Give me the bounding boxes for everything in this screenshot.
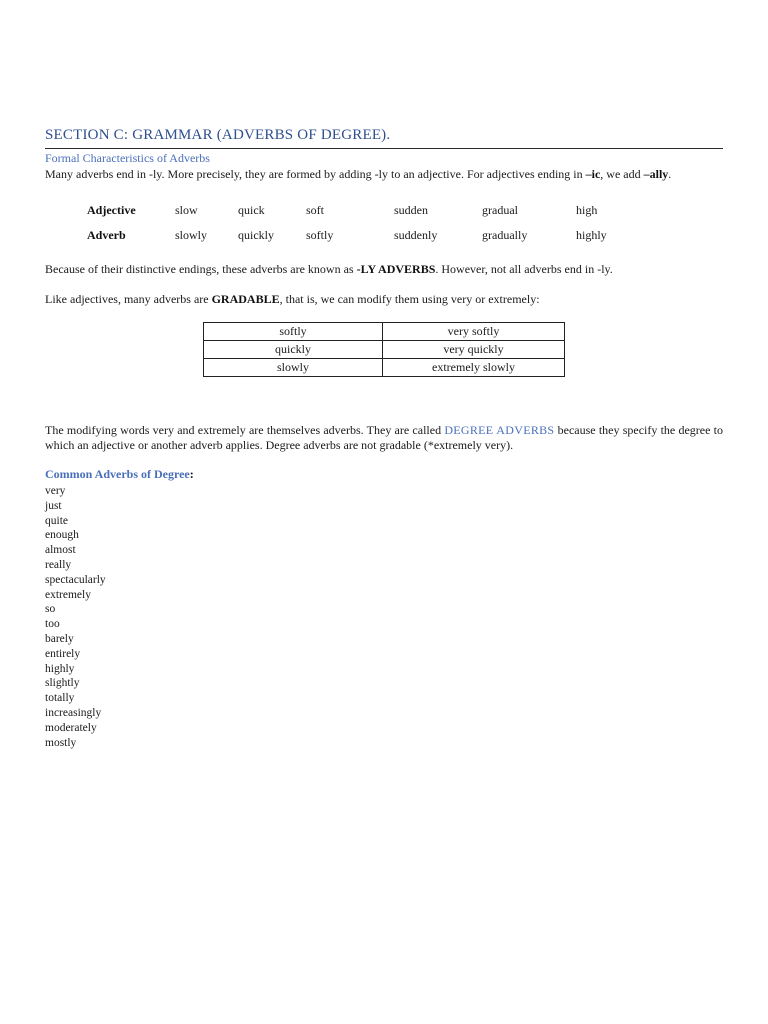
ly-adverbs-term: -LY ADVERBS [356, 262, 436, 276]
list-item: so [45, 603, 56, 616]
gradable-paragraph [45, 292, 540, 307]
list-item: just [45, 499, 62, 512]
formal-intro-end: . [668, 167, 672, 181]
list-item: too [45, 618, 60, 631]
table-cell: very softly [383, 323, 565, 341]
degree-text-pre: The modifying words very and extremely are themselves adverbs. They are called [45, 423, 445, 437]
list-item: almost [45, 544, 76, 557]
adjective-cell: sudden [394, 203, 428, 217]
formal-intro-mid: , we add [600, 167, 644, 181]
adjective-cell: slow [175, 203, 198, 217]
list-item: extremely [45, 588, 91, 601]
list-item: very [45, 485, 66, 497]
common-adverbs-heading-line [45, 467, 194, 482]
ly-text-pre: Because of their distinctive endings, these adverbs are known as [45, 262, 357, 276]
adverb-label: Adverb [87, 228, 126, 242]
list-item: slightly [45, 677, 80, 690]
degree-text-post: because they specify the degree to which an adjective or another adverb applies. Degree adverbs are not gradable (*extremely very). [45, 423, 724, 452]
ly-text-post: . However, not all adverbs end in -ly. [435, 262, 613, 276]
degree-adverbs-paragraph [45, 423, 723, 453]
adverb-cell: softly [306, 228, 334, 242]
list-item: increasingly [45, 706, 102, 719]
list-item: entirely [45, 647, 81, 660]
ly-adverbs-paragraph [45, 262, 613, 277]
table-cell: extremely slowly [383, 359, 565, 377]
adjective-cell: quick [238, 203, 265, 217]
adjective-cell: high [576, 203, 598, 217]
degree-adverbs-term: DEGREE ADVERBS [444, 423, 555, 437]
list-item: enough [45, 529, 79, 542]
adjective-label: Adjective [87, 203, 136, 217]
adverb-cell: gradually [482, 228, 528, 242]
list-item: quite [45, 514, 68, 527]
common-adverbs-list [45, 484, 106, 750]
gradable-text-post: , that is, we can modify them using very or extremely: [279, 292, 540, 306]
table-cell: quickly [204, 341, 383, 359]
list-item: really [45, 558, 72, 571]
adverb-cell: slowly [175, 228, 208, 242]
list-item: moderately [45, 721, 97, 734]
gradable-text-pre: Like adjectives, many adverbs are [45, 292, 212, 306]
ally-suffix: –ally [643, 167, 669, 181]
table-row [204, 341, 565, 359]
list-item: barely [45, 632, 74, 645]
list-item: spectacularly [45, 573, 106, 586]
ic-suffix: –ic [585, 167, 601, 181]
section-title: SECTION C: GRAMMAR (ADVERBS OF DEGREE). [45, 127, 723, 149]
gradable-table [203, 322, 565, 377]
adverb-cell: suddenly [394, 228, 438, 242]
formal-intro-text: Many adverbs end in -ly. More precisely, they are formed by adding -ly to an adjective. For adjectives ending in [45, 167, 586, 181]
table-cell: softly [204, 323, 383, 341]
list-item: totally [45, 692, 75, 705]
common-adverbs-heading: Common Adverbs of Degree [45, 467, 190, 481]
formal-intro-paragraph [45, 167, 671, 182]
table-row [204, 323, 565, 341]
adverb-cell: quickly [238, 228, 274, 242]
adjective-cell: soft [306, 203, 324, 217]
adjective-cell: gradual [482, 203, 518, 217]
gradable-term: GRADABLE [211, 292, 280, 306]
list-item: mostly [45, 736, 77, 749]
list-item: highly [45, 662, 75, 675]
table-cell: very quickly [383, 341, 565, 359]
adverb-cell: highly [576, 228, 607, 242]
table-row [204, 359, 565, 377]
heading-colon: : [189, 467, 194, 481]
table-cell: slowly [204, 359, 383, 377]
formal-characteristics-heading: Formal Characteristics of Adverbs [45, 151, 210, 165]
